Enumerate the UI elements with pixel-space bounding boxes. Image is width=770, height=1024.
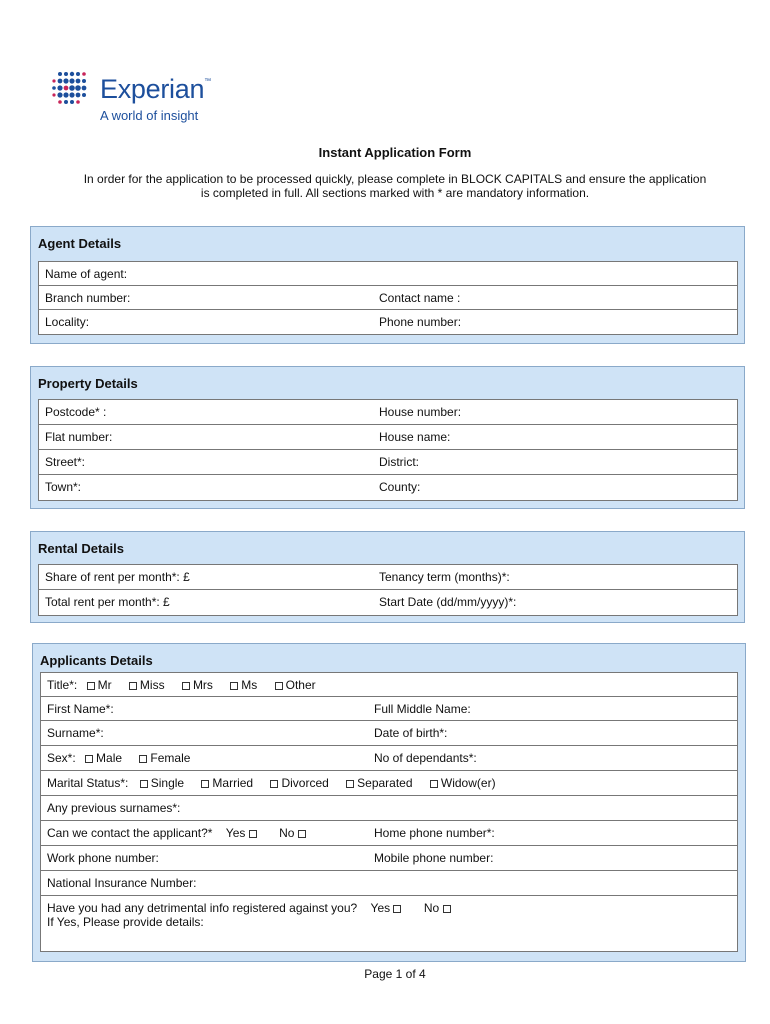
checkbox-icon[interactable] (201, 780, 209, 788)
title-field (47, 678, 330, 692)
checkbox-icon[interactable] (182, 682, 190, 690)
marital-label: Marital Status*: (47, 776, 129, 790)
applicants-grid (40, 672, 738, 952)
agent-details-section (30, 226, 745, 344)
title-mrs-option[interactable]: Mrs (182, 678, 213, 692)
date-of-birth-field[interactable]: Date of birth*: (374, 726, 448, 740)
checkbox-icon[interactable] (85, 755, 93, 763)
mobile-phone-field[interactable]: Mobile phone number: (374, 851, 494, 865)
checkbox-icon[interactable] (443, 905, 451, 913)
logo-tagline: A world of insight (100, 108, 199, 123)
contact-question: Can we contact the applicant?* (47, 826, 213, 840)
section-title: Property Details (38, 376, 138, 391)
sex-male-option[interactable]: Male (85, 751, 122, 765)
tenancy-term-field[interactable]: Tenancy term (months)*: (379, 570, 510, 584)
section-title: Rental Details (38, 541, 124, 556)
rental-details-section (30, 531, 745, 623)
title-miss-option[interactable]: Miss (129, 678, 165, 692)
checkbox-icon[interactable] (249, 830, 257, 838)
street-field[interactable]: Street*: (45, 455, 86, 469)
agent-name-field[interactable]: Name of agent: (45, 267, 128, 281)
property-grid (38, 399, 738, 501)
checkbox-icon[interactable] (139, 755, 147, 763)
detrimental-info-field (47, 901, 454, 915)
title-ms-option[interactable]: Ms (230, 678, 257, 692)
sex-label: Sex*: (47, 751, 76, 765)
sex-field (47, 751, 204, 765)
checkbox-icon[interactable] (430, 780, 438, 788)
postcode-field[interactable]: Postcode* : (45, 405, 107, 419)
contact-name-field[interactable]: Contact name : (379, 291, 461, 305)
contact-applicant-field (47, 826, 309, 840)
checkbox-icon[interactable] (393, 905, 401, 913)
marital-single-option[interactable]: Single (140, 776, 184, 790)
logo-wordmark: Experian™ (100, 74, 211, 104)
previous-surnames-field[interactable]: Any previous surnames*: (47, 801, 181, 815)
checkbox-icon[interactable] (298, 830, 306, 838)
checkbox-icon[interactable] (140, 780, 148, 788)
contact-no-option[interactable]: No (279, 826, 309, 840)
title-mr-option[interactable]: Mr (87, 678, 112, 692)
house-name-field[interactable]: House name: (379, 430, 451, 444)
section-title: Agent Details (38, 236, 122, 251)
checkbox-icon[interactable] (346, 780, 354, 788)
marital-separated-option[interactable]: Separated (346, 776, 412, 790)
checkbox-icon[interactable] (87, 682, 95, 690)
surname-field[interactable]: Surname*: (47, 726, 104, 740)
page-number: Page 1 of 4 (364, 967, 426, 981)
first-name-field[interactable]: First Name*: (47, 702, 114, 716)
national-insurance-field[interactable]: National Insurance Number: (47, 876, 197, 890)
dependants-field[interactable]: No of dependants*: (374, 751, 477, 765)
house-number-field[interactable]: House number: (379, 405, 462, 419)
share-of-rent-field[interactable]: Share of rent per month*: £ (45, 570, 190, 584)
marital-divorced-option[interactable]: Divorced (270, 776, 328, 790)
detrimental-yes-option[interactable]: Yes (371, 901, 405, 915)
title-label: Title*: (47, 678, 78, 692)
applicants-details-section (32, 643, 746, 962)
county-field[interactable]: County: (379, 480, 421, 494)
branch-number-field[interactable]: Branch number: (45, 291, 131, 305)
middle-name-field[interactable]: Full Middle Name: (374, 702, 471, 716)
marital-married-option[interactable]: Married (201, 776, 253, 790)
work-phone-field[interactable]: Work phone number: (47, 851, 159, 865)
marital-widower-option[interactable]: Widow(er) (430, 776, 496, 790)
locality-field[interactable]: Locality: (45, 315, 90, 329)
title-other-option[interactable]: Other (275, 678, 316, 692)
town-field[interactable]: Town*: (45, 480, 82, 494)
flat-number-field[interactable]: Flat number: (45, 430, 113, 444)
detrimental-question: Have you had any detrimental info registered against you? (47, 901, 358, 915)
district-field[interactable]: District: (379, 455, 419, 469)
form-intro: In order for the application to be processed quickly, please complete in BLOCK CAPITALS and ensure the application is completed in full. All sections marked with * are mandatory information. (83, 172, 707, 200)
contact-yes-option[interactable]: Yes (226, 826, 260, 840)
detrimental-no-option[interactable]: No (424, 901, 454, 915)
sex-female-option[interactable]: Female (139, 751, 190, 765)
provide-details-field[interactable]: If Yes, Please provide details: (47, 915, 204, 929)
rental-grid (38, 564, 738, 616)
experian-dots-icon (52, 68, 96, 112)
property-details-section (30, 366, 745, 509)
checkbox-icon[interactable] (275, 682, 283, 690)
start-date-field[interactable]: Start Date (dd/mm/yyyy)*: (379, 595, 517, 609)
form-title: Instant Application Form (318, 145, 472, 160)
agent-grid (38, 261, 738, 335)
agent-phone-field[interactable]: Phone number: (379, 315, 462, 329)
total-rent-field[interactable]: Total rent per month*: £ (45, 595, 170, 609)
checkbox-icon[interactable] (270, 780, 278, 788)
checkbox-icon[interactable] (230, 682, 238, 690)
home-phone-field[interactable]: Home phone number*: (374, 826, 495, 840)
checkbox-icon[interactable] (129, 682, 137, 690)
section-title: Applicants Details (40, 653, 153, 668)
experian-logo (52, 66, 252, 130)
marital-status-field (47, 776, 510, 790)
